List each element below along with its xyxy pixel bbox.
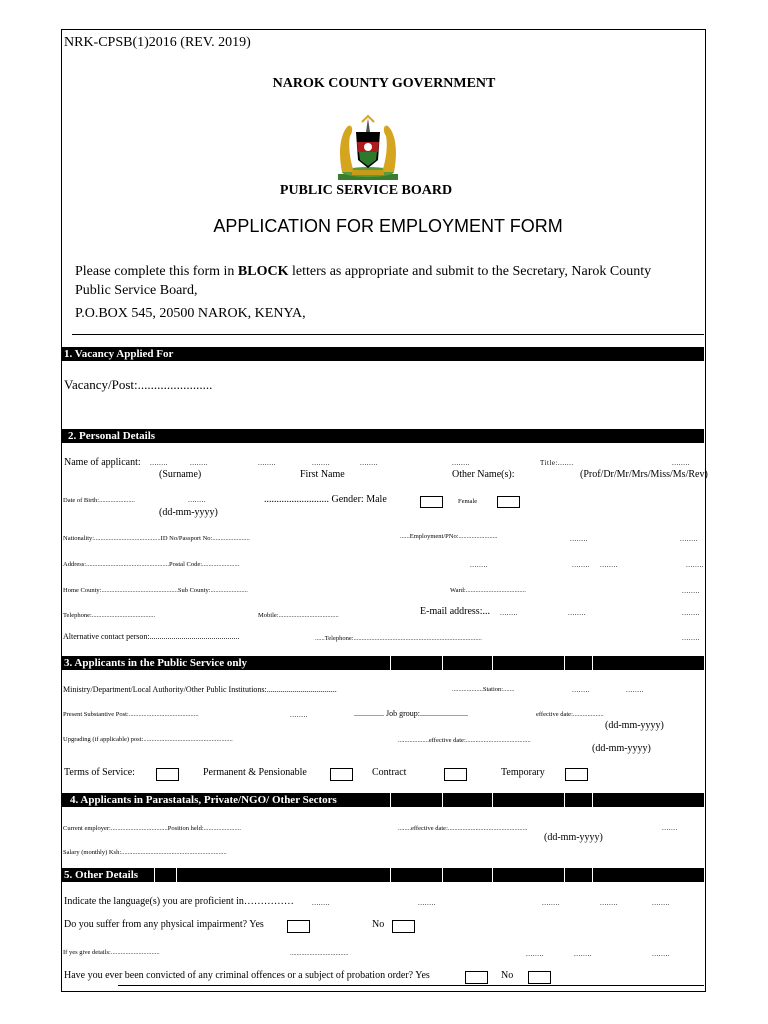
current-employer-field[interactable]: Current employer:...................................Position held:....................... [63,825,242,832]
conviction-yes-checkbox[interactable] [465,971,488,984]
dot-fill: ........ [600,561,618,569]
dot-fill: ........ [682,587,700,595]
dot-fill: ........ [680,535,698,543]
effective-date-field[interactable]: effective date:................... [536,711,604,718]
divider [72,334,704,335]
email-field[interactable]: E-mail address:... [420,606,490,617]
address-field[interactable]: Address:...................................................Postal Code:....................... [63,561,240,568]
board-title: PUBLIC SERVICE BOARD [279,183,453,198]
employment-no-field[interactable]: ......Employment/PNo:........................ [400,533,498,540]
dot-fill: ........ [652,899,670,907]
conviction-no-label: No [501,970,514,981]
home-county-field[interactable]: Home County:...............................................Sub County:....................... [63,587,248,594]
section-2-header: 2. Personal Details [62,429,704,443]
language-field[interactable]: Indicate the language(s) you are proficient in…………… [64,896,294,907]
dob-format: (dd-mm-yyyy) [159,507,218,518]
dot-fill: ........ [686,561,704,569]
permanent-checkbox[interactable] [330,768,353,781]
dot-fill: ........ [682,609,700,617]
dot-fill: ........ [572,686,590,694]
gender-male-label: .......................... Gender: Male [264,494,387,505]
upgrading-post-field[interactable]: Upgrading (if applicable) post:....................................................... [63,736,233,743]
date-format-3: (dd-mm-yyyy) [544,832,603,843]
bottom-rule [118,985,704,986]
alternative-telephone-field[interactable]: ......Telephone:............................................................................... [315,635,482,642]
dot-fill: ........ [190,459,208,467]
dot-fill: ........ [542,899,560,907]
dot-fill: ........ [672,459,690,467]
dot-fill: ........ [600,899,618,907]
section-1-header: 1. Vacancy Applied For [62,347,704,361]
date-format-2: (dd-mm-yyyy) [592,743,651,754]
station-field[interactable]: ...................Station:....... [452,686,515,693]
temporary-checkbox[interactable] [565,768,588,781]
other-names-label: Other Name(s): [452,469,515,480]
dot-fill: ........ [312,899,330,907]
vacancy-post-field[interactable]: Vacancy/Post:....................... [64,377,213,392]
conviction-no-checkbox[interactable] [528,971,551,984]
section-4-header: 4. Applicants in Parastatals, Private/NGO/ Other Sectors [62,793,704,807]
nationality-field[interactable]: Nationality:.........................................ID No/Passport No:....................... [63,535,250,542]
address-line: P.O.BOX 545, 20500 NAROK, KENYA, [75,306,306,321]
terms-of-service-label: Terms of Service: [64,767,135,778]
section-3-header: 3. Applicants in the Public Service only [62,656,704,670]
parastatal-effective-date-field[interactable]: ........effective date:................................................. [398,825,528,832]
dot-fill: ........ [470,561,488,569]
dot-fill: ........ [452,459,470,467]
dot-fill: ........ [568,609,586,617]
mobile-field[interactable]: Mobile:..................................... [258,612,339,619]
gender-female-label: Female [458,498,478,505]
name-of-applicant-label: Name of applicant: [64,457,141,468]
upgrading-effective-date-field[interactable]: ...................effective date:........................................ [398,737,531,744]
impairment-question: Do you suffer from any physical impairment? Yes [64,919,264,930]
dot-fill: ........ [574,950,592,958]
dot-fill: ........ [290,711,308,719]
instruction-line-2: Public Service Board, [75,283,198,298]
first-name-label: First Name [300,469,345,480]
telephone-field[interactable]: Telephone:....................................... [63,612,156,619]
job-group-field[interactable]: ............... Job group:........................ [354,709,468,718]
coat-of-arms-icon [332,112,404,182]
contract-checkbox[interactable] [444,768,467,781]
dot-fill: ........ [626,686,644,694]
impairment-no-checkbox[interactable] [392,920,415,933]
dot-fill: ....... [662,824,678,832]
dot-fill: ........ [258,459,276,467]
form-code: NRK-CPSB(1)2016 (REV. 2019) [64,35,251,50]
dot-fill: ........ [526,950,544,958]
dot-fill: ........ [312,459,330,467]
gender-female-checkbox[interactable] [497,496,520,508]
gender-male-checkbox[interactable] [420,496,443,508]
dot-fill: ........ [150,459,168,467]
impairment-details-field[interactable]: If yes give details:.............................. [63,949,160,956]
form-title: APPLICATION FOR EMPLOYMENT FORM [213,216,563,236]
title-options: (Prof/Dr/Mr/Mrs/Miss/Ms/Rev) [580,469,708,480]
date-format-1: (dd-mm-yyyy) [605,720,664,731]
dot-fill: ........ [570,535,588,543]
alternative-contact-field[interactable]: Alternative contact person:............................................. [63,632,240,641]
impairment-yes-checkbox[interactable] [287,920,310,933]
dot-fill: ........ [418,899,436,907]
impairment-details-continued[interactable]: .................................... [290,950,349,957]
date-of-birth-field[interactable]: Date of Birth:...................... [63,497,135,504]
permanent-label: Permanent & Pensionable [203,767,307,778]
ward-field[interactable]: Ward:..................................... [450,587,526,594]
salary-field[interactable]: Salary (monthly) Ksh:................................................................. [63,849,227,856]
government-title: NAROK COUNTY GOVERNMENT [272,76,496,91]
dot-fill: ........ [360,459,378,467]
contract-label: Contract [372,767,407,778]
instruction-line-1: Please complete this form in BLOCK letters as appropriate and submit to the Secretary, Narok County [75,264,652,279]
title-label: Title:....... [540,459,574,467]
ministry-field[interactable]: Ministry/Department/Local Authority/Other Public Institutions:................................... [63,685,337,694]
conviction-question: Have you ever been convicted of any criminal offences or a subject of probation order? Yes [64,970,430,981]
terms-blank-checkbox[interactable] [156,768,179,781]
surname-label: (Surname) [159,469,202,480]
section-5-header: 5. Other Details [62,868,704,882]
dot-fill: ........ [652,950,670,958]
dot-fill: ........ [572,561,590,569]
dot-fill: ........ [682,634,700,642]
temporary-label: Temporary [501,767,545,778]
dot-fill: ........ [500,609,518,617]
dot-fill: ........ [188,496,206,504]
impairment-no-label: No [372,919,385,930]
present-post-field[interactable]: Present Substantive Post:........................................... [63,711,199,718]
